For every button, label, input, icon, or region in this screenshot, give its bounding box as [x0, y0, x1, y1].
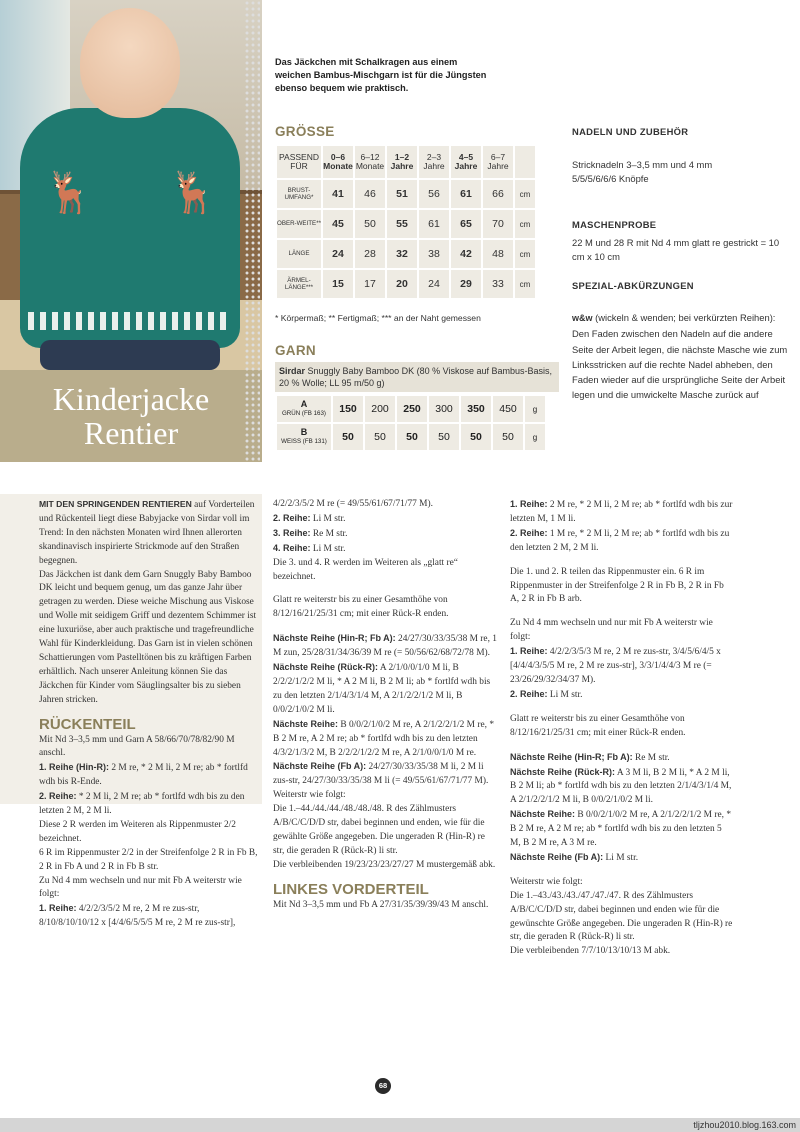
size-unit	[515, 146, 535, 178]
cell: 55	[387, 210, 417, 238]
cell: 50	[461, 424, 491, 450]
cell: 61	[451, 180, 481, 208]
cell: 45	[323, 210, 353, 238]
cell: 50	[355, 210, 385, 238]
yarn-desc-text: Snuggly Baby Bamboo DK (80 % Viskose auf Bambus-Basis, 20 % Wolle; LL 95 m/50 g)	[279, 366, 552, 388]
section-title-back: RÜCKENTEIL	[39, 715, 136, 733]
paragraph: Nächste Reihe (Hin-R; Fb A): 24/27/30/33/35/38 M re, 1 M zun, 25/28/31/34/36/39 M re (= 50/56/62/68/72/78 M). Nächste Reihe (Rück-R): A 2/1/0/0/1/0 M li, B 2/2/2/1/2/2 M li, * A 2 M li, B 2 M li; ab * fortlfd wdh bis zu den letzten 2/1/4/3/1/4 M, A 2/1/2/2/1/2 M li, B 0/0/2/1/0/2 M li. Nächste Reihe: B 0/0/2/1/0/2 M re, A 2/1/2/2/1/2 M re, * B 2 M re, A 2 M re; ab * fortlfd wdh bis zu den letzten 4/3/2/1/3/2 M, B 2/2/2/1/2/2 M re, A 2/1/0/0/1/0 M re. Nächste Reihe (Fb A): 24/27/30/33/35/38 M li, 2 M li zus-str, 24/27/30/33/35/38 M li (= 49/55/61/67/71/77 M). Weiterstr wie folgt: Die 1.–44./44./44./48./48./48. R des Zählmusters A/B/C/C/D/D str, dabei beginnen und enden, wie für die gewählte Größe angegeben. Die ungeraden R (Hin-R) re str, die geraden R (Rück-R) li str. Die verbleibenden 19/23/23/23/27/27 M mustergemäß abk.	[273, 633, 497, 870]
yarn-row	[277, 396, 545, 422]
column-3	[510, 498, 734, 969]
size-row	[277, 240, 535, 268]
deer-icon: 🦌	[168, 171, 218, 215]
watermark: tljzhou2010.blog.163.com	[693, 1120, 796, 1130]
cell: 450	[493, 396, 523, 422]
cell: 50	[397, 424, 427, 450]
size-title: GRÖSSE	[275, 124, 335, 139]
yarn-row	[277, 424, 545, 450]
unit: g	[525, 396, 545, 422]
size-table	[275, 144, 537, 300]
size-row	[277, 270, 535, 298]
cell: 20	[387, 270, 417, 298]
yarn-title: GARN	[275, 343, 316, 358]
column-1	[39, 498, 261, 931]
sweater-band	[28, 312, 232, 330]
cell: 29	[451, 270, 481, 298]
cell: 24	[419, 270, 449, 298]
size-header-row	[277, 146, 535, 178]
unit: cm	[515, 270, 535, 298]
paragraph: Nächste Reihe (Hin-R; Fb A): Re M str. Nächste Reihe (Rück-R): A 3 M li, B 2 M li, * A 2 M li, B 2 M li; ab * fortlfd wdh bis zu den letzten 2/1/4/3/1/4 M, A 2/1/2/2/1/2 M li, B 0/0/2/1/0/2 M li. Nächste Reihe: B 0/0/2/1/0/2 M re, A 2/1/2/2/1/2 M re, * B 2 M re, A 2 M re; ab * fortlfd wdh bis zu den letzten 5 M, B 2 M re, A 3 M re. Nächste Reihe (Fb A): Li M str.	[510, 751, 732, 863]
yarn-label: B WEISS (FB 131)	[277, 424, 331, 450]
size-col: 1–2 Jahre	[387, 146, 417, 178]
page-title: Kinderjacke Rentier	[52, 381, 210, 451]
footer-strip	[0, 1118, 800, 1132]
size-header-label: PASSEND FÜR	[277, 146, 321, 178]
yarn-label: A GRÜN (FB 163)	[277, 396, 331, 422]
cell: 41	[323, 180, 353, 208]
cell: 150	[333, 396, 363, 422]
size-col: 4–5 Jahre	[451, 146, 481, 178]
yarn-description	[275, 362, 559, 392]
paragraph: MIT DEN SPRINGENDEN RENTIEREN auf Vorderteilen und Rückenteil liegt diese Babyjacke von Sirdar voll im Trend: In den nächsten Monaten wird Ihnen allerorten skandinavisch inspirierte Strickmode auf den Straßen begegnen. Das Jäckchen ist dank dem Garn Snuggly Baby Bamboo DK leicht und bequem genug, um das ganze Jahr über getragen zu werden. Diese weiche Mischung aus Viskose und Wolle mit seidigem Griff und dezentem Schimmer ist eine luxuriöse, aber auch praktische und tragefreundliche Wahl für Kinderkleidung. Das Garn ist in vielen schönen Schattierungen vom Pastelltönen bis zu kräftigen Farben erhältlich. Nach unserer Anleitung können Sie das Jäckchen für Kinder vom Säuglingsalter bis zu sieben Jahren stricken.	[39, 499, 257, 705]
paragraph: 1. Reihe: 2 M re, * 2 M li, 2 M re; ab * fortlfd wdh bis zur letzten M, 1 M li. 2. Reihe: 1 M re, * 2 M li, 2 M re; ab * fortlfd wdh bis zu den letzten 2 M, 2 M li.	[510, 499, 733, 553]
cell: 24	[323, 240, 353, 268]
cell: 50	[493, 424, 523, 450]
dot-pattern	[244, 0, 260, 462]
cell: 38	[419, 240, 449, 268]
row-label: BRUST-UMFANG*	[277, 180, 321, 208]
column-2	[273, 498, 497, 912]
paragraph: Zu Nd 4 mm wechseln und nur mit Fb A weiterstr wie folgt: 1. Reihe: 4/2/2/3/5/3 M re, 2 M re zus-str, 3/4/5/6/4/5 x [4/4/4/3/5/5 M re, 2 M re zus-str], 3/3/1/4/4/3 M re (= 23/26/29/32/34/37 M). 2. Reihe: Li M str.	[510, 618, 721, 700]
cell: 250	[397, 396, 427, 422]
row-label: LÄNGE	[277, 240, 321, 268]
row-label: ÄRMEL-LÄNGE***	[277, 270, 321, 298]
cell: 200	[365, 396, 395, 422]
cell: 61	[419, 210, 449, 238]
title-box	[0, 370, 262, 462]
row-label: OBER-WEITE**	[277, 210, 321, 238]
baby-head	[80, 8, 180, 118]
abbreviations-text: w&w (wickeln & wenden; bei verkürzten Reihen): Den Faden zwischen den Nadeln auf die andere Seite der Arbeit legen, die nächste Masche wie zum Linksstricken auf die rechte Nadel abheben, den Faden wieder auf die ursprüngliche Seite der Arbeit legen und die umwickelte Masche zurück auf	[572, 312, 788, 401]
cell: 65	[451, 210, 481, 238]
abbreviations-title: SPEZIAL-ABKÜRZUNGEN	[572, 280, 694, 291]
size-row	[277, 180, 535, 208]
size-col: 6–12 Monate	[355, 146, 385, 178]
gauge-text: 22 M und 28 R mit Nd 4 mm glatt re gestrickt = 10 cm x 10 cm	[572, 237, 780, 262]
unit: cm	[515, 240, 535, 268]
deer-icon: 🦌	[44, 171, 94, 215]
unit: cm	[515, 180, 535, 208]
cell: 46	[355, 180, 385, 208]
cell: 50	[365, 424, 395, 450]
cell: 51	[387, 180, 417, 208]
paragraph: Mit Nd 3–3,5 mm und Garn A 58/66/70/78/82/90 M anschl. 1. Reihe (Hin-R): 2 M re, * 2 M li, 2 M re; ab * fortlfd wdh bis R-Ende. 2. Reihe: * 2 M li, 2 M re; ab * fortlfd wdh bis zu den letzten 2 M, 2 M li. Diese 2 R werden im Weiteren als Rippenmuster 2/2 bezeichnet. 6 R im Rippenmuster 2/2 in der Streifenfolge 2 R in Fb B, 2 R in Fb A und 2 R in Fb B str. Zu Nd 4 mm wechseln und nur mit Fb A weiterstr wie folgt: 1. Reihe: 4/2/2/3/5/2 M re, 2 M re zus-str, 8/10/8/10/10/12 x [4/4/6/5/5/5 M re, 2 M re zus-str],	[39, 734, 258, 929]
size-col: 6–7 Jahre	[483, 146, 513, 178]
section-title-left-front: LINKES VORDERTEIL	[273, 880, 429, 898]
paragraph: Glatt re weiterstr bis zu einer Gesamthöhe von 8/12/16/21/25/31 cm; mit einer Rück-R enden.	[510, 713, 686, 738]
size-footnote: * Körpermaß; ** Fertigmaß; *** an der Naht gemessen	[275, 313, 481, 323]
size-col: 0–6 Monate	[323, 146, 353, 178]
cell: 350	[461, 396, 491, 422]
cell: 15	[323, 270, 353, 298]
yarn-brand: Sirdar	[279, 366, 306, 376]
cell: 42	[451, 240, 481, 268]
cell: 70	[483, 210, 513, 238]
unit: g	[525, 424, 545, 450]
cell: 48	[483, 240, 513, 268]
gauge-title: MASCHENPROBE	[572, 219, 657, 230]
paragraph: Die 1. und 2. R teilen das Rippenmuster ein. 6 R im Rippenmuster in der Streifenfolge 2 R in Fb B, 2 R in Fb A, 2 R in Fb B arb.	[510, 566, 724, 605]
cell: 56	[419, 180, 449, 208]
unit: cm	[515, 210, 535, 238]
needles-text: Stricknadeln 3–3,5 mm und 4 mm 5/5/5/6/6/6 Knöpfe	[572, 159, 713, 184]
page-number: 68	[375, 1078, 391, 1094]
cell: 33	[483, 270, 513, 298]
intro-text: Das Jäckchen mit Schalkragen aus einem weichen Bambus-Mischgarn ist für die Jüngsten ebenso bequem wie praktisch.	[275, 57, 487, 93]
hero-image	[0, 0, 262, 462]
paragraph: 4/2/2/3/5/2 M re (= 49/55/61/67/71/77 M). 2. Reihe: Li M str. 3. Reihe: Re M str. 4. Reihe: Li M str. Die 3. und 4. R werden im Weiteren als „glatt re“ bezeichnet.	[273, 499, 458, 582]
cell: 32	[387, 240, 417, 268]
cell: 300	[429, 396, 459, 422]
cell: 66	[483, 180, 513, 208]
size-row	[277, 210, 535, 238]
needles-title: NADELN UND ZUBEHÖR	[572, 126, 689, 137]
cell: 50	[333, 424, 363, 450]
yarn-table	[275, 394, 547, 452]
paragraph: Weiterstr wie folgt: Die 1.–43./43./43./47./47./47. R des Zählmusters A/B/C/C/D/D str, dabei beginnen und enden wie für die gewünschte Größe angegeben. Die ungeraden R (Hin-R) re str, die geraden R (Rück-R) li str. Die verbleibenden 7/7/10/13/10/13 M abk.	[510, 876, 733, 957]
cell: 17	[355, 270, 385, 298]
photo	[0, 0, 262, 370]
paragraph: Glatt re weiterstr bis zu einer Gesamthöhe von 8/12/16/21/25/31 cm; mit einer Rück-R enden.	[273, 595, 449, 620]
cell: 50	[429, 424, 459, 450]
size-col: 2–3 Jahre	[419, 146, 449, 178]
pants	[40, 340, 220, 370]
paragraph: Mit Nd 3–3,5 mm und Fb A 27/31/35/39/39/43 M anschl.	[273, 899, 489, 910]
cell: 28	[355, 240, 385, 268]
